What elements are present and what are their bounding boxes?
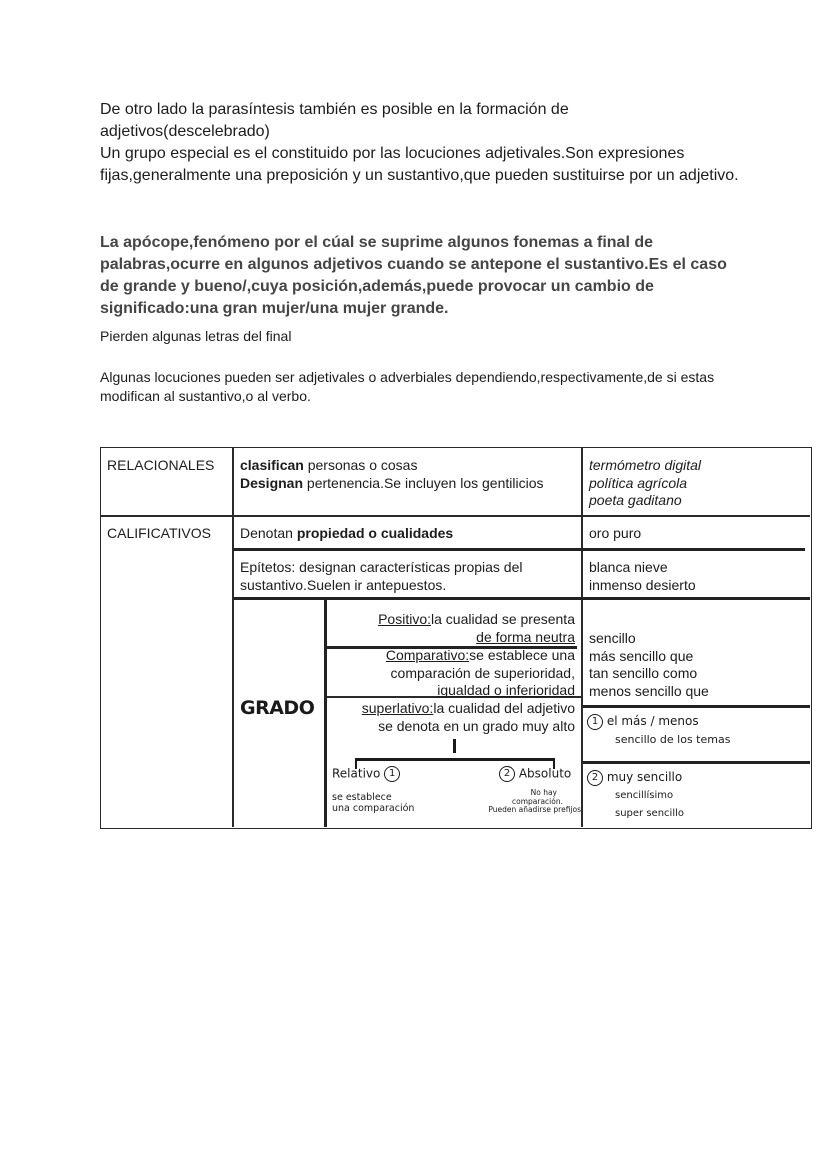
superlativo-definition	[327, 700, 575, 735]
positivo-text-2: de forma neutra	[476, 628, 575, 645]
relacionales-desc1-rest: personas o cosas	[303, 457, 418, 473]
calificativos-example: oro puro	[589, 525, 642, 541]
relativo-label: Relativo	[332, 766, 381, 781]
apocope-paragraph: La apócope,fenómeno por el cúal se suprime algunos fonemas a final de palabras,ocurre en algunos adjetivos cuando se antepone el sustantivo.Es el caso de grande y bueno/,cuya posición,además,puede provocar un cambio de significado:una gran mujer/una mujer grande.	[100, 234, 727, 317]
relacionales-desc1-bold: clasifican	[240, 457, 304, 473]
adjective-types-table	[100, 447, 812, 829]
relativo-examples	[587, 712, 730, 749]
row-divider-1	[101, 515, 810, 517]
relativo-heading	[332, 766, 400, 782]
locuciones-paragraph: Algunas locuciones pueden ser adjetivales o adverbiales dependiendo,respectivamente,de si estas modifican al sustantivo,o al verbo.	[100, 369, 715, 404]
example-poeta: poeta gaditano	[589, 492, 682, 508]
absoluto-heading	[499, 766, 571, 782]
absoluto-description	[473, 789, 581, 815]
bracket-stem	[453, 739, 456, 753]
number-1-circle-icon: 1	[587, 714, 603, 730]
positivo-text-1: la cualidad se presenta	[431, 611, 575, 627]
example-tan-sencillo-como: tan sencillo como	[589, 665, 698, 681]
comparativo-definition	[327, 647, 575, 700]
relacionales-description	[240, 457, 580, 492]
examples-divider-1	[583, 705, 810, 708]
column-divider-2	[581, 448, 583, 827]
examples-divider-2	[583, 761, 810, 764]
grado-examples	[589, 630, 709, 700]
absoluto-desc-1: No hay	[530, 788, 557, 797]
example-sencillo: sencillo	[589, 630, 636, 646]
column-divider-1	[232, 448, 234, 827]
note-paragraph: Pierden algunas letras del final	[100, 328, 292, 344]
positivo-term: Positivo:	[378, 611, 431, 627]
epitetos-examples	[589, 559, 696, 594]
relacionales-desc2-rest: pertenencia.Se incluyen los gentilicios	[303, 474, 544, 491]
number-2-circle-icon: 2	[499, 766, 515, 782]
relacionales-label: RELACIONALES	[107, 457, 215, 473]
example-termometro: termómetro digital	[589, 457, 702, 473]
comparativo-text-1: se establece una	[469, 647, 575, 663]
comparativo-term: Comparativo:	[385, 647, 470, 663]
grado-label: GRADO	[240, 697, 315, 719]
example-menos-sencillo-que: menos sencillo que	[589, 682, 709, 699]
row-divider-2	[234, 548, 805, 551]
epitetos-description: Epítetos: designan características propias del sustantivo.Suelen ir antepuestos.	[240, 559, 523, 593]
superlativo-text-2: se denota en un grado muy alto	[378, 717, 575, 734]
relativo-desc-1: se establece	[332, 792, 392, 803]
calificativos-description	[240, 525, 453, 543]
intro-line-2: Un grupo especial es el constituido por las locuciones adjetivales.Son expresiones fijas,generalmente una preposición y un sustantivo,que pueden sustituirse por un adjetivo.	[100, 145, 739, 184]
example-sencillisimo: sencillísimo	[615, 790, 674, 801]
absoluto-desc-3: Pueden añadirse prefijos	[488, 805, 581, 814]
example-super-sencillo: super sencillo	[615, 808, 684, 819]
intro-paragraph	[100, 99, 740, 187]
relacionales-examples	[589, 457, 701, 510]
superlativo-text-1: la cualidad del adjetivo	[433, 700, 575, 716]
example-politica: política agrícola	[589, 474, 688, 491]
relativo-desc-2: una comparación	[332, 803, 415, 814]
example-sencillo-de-los-temas: sencillo de los temas	[615, 733, 731, 746]
comparativo-text-2: comparación de superioridad,	[390, 664, 575, 681]
example-el-mas-menos: el más / menos	[606, 714, 699, 728]
intro-line-1: De otro lado la parasíntesis también es posible en la formación de adjetivos(descelebrado)	[100, 101, 569, 140]
example-blanca-nieve: blanca nieve	[589, 559, 668, 575]
relativo-description	[332, 792, 414, 814]
comparativo-text-3: igualdad o inferioridad	[437, 682, 575, 698]
calificativos-desc-bold: propiedad o cualidades	[296, 525, 454, 541]
example-muy-sencillo: muy sencillo	[606, 770, 683, 784]
example-inmenso-desierto: inmenso desierto	[589, 576, 696, 593]
number-1-circle-icon: 1	[384, 766, 400, 782]
example-mas-sencillo-que: más sencillo que	[589, 647, 694, 664]
positivo-definition	[327, 611, 575, 646]
row-divider-3	[234, 597, 810, 600]
calificativos-desc-pre: Denotan	[240, 525, 297, 541]
superlativo-term: superlativo:	[361, 700, 434, 716]
absoluto-desc-2: comparación.	[512, 796, 563, 806]
number-2-circle-icon: 2	[587, 770, 603, 786]
absoluto-examples	[587, 769, 684, 822]
absoluto-label: Absoluto	[518, 766, 572, 781]
calificativos-label: CALIFICATIVOS	[107, 525, 211, 541]
relacionales-desc2-bold: Designan	[240, 474, 304, 491]
